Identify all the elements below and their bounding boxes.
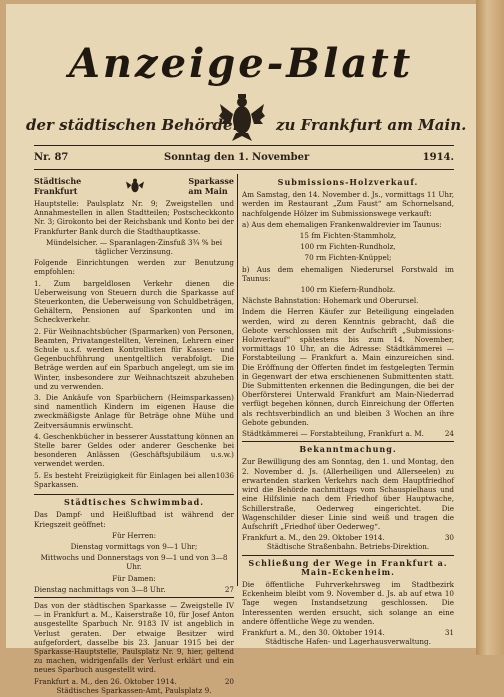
bank-paragraph: Hauptstelle: Paulsplatz Nr. 9; Zweigstellen und Annahmestellen in allen Stadtteilen; Postscheckkonto Nr. 3; Girokonto bei der Reichsbank und Konto bei der Frankfurter Bank durch die Stadthauptkasse. <box>34 199 234 236</box>
bank-paragraph: Mündelsicher. — Sparanlagen-Zinsfuß 3¾ % bei täglicher Verzinsung. <box>45 237 223 257</box>
pool-women-line: Dienstag nachmittags von 3—8 Uhr. <box>34 584 166 594</box>
issue-date: Sonntag den 1. November <box>164 152 310 163</box>
road-closure-paragraph: Die öffentliche Fuhrverkehrsweg im Stadtbezirk Eckenheim bleibt vom 9. November d. Js. ab auf etwa 10 Tage wegen Instandsetzung geschlossen. Die Interessenten werden ersucht, sich solange an eine andere öffentliche Wege zu wenden. <box>242 579 454 626</box>
issue-year: 1914. <box>422 152 454 163</box>
wood-sale-paragraph: Indem die Herren Käufer zur Beteiligung eingeladen werden, wird zu deren Kenntnis gebracht, daß die Gebote verschlossen mit der Aufschrift „Submissions-Holzverkauf“ spätestens bis zum 14. November, vormittags 10 Uhr, an die Adresse: Städtkämmerei — Forstabteilung — Frankfurt a. Main einzureichen sind. Die Eröffnung der Offerten findet im festgelegten Termin in Gegenwart der etwa erschienenen Submittenten statt. Die Submittenten erkennen die Bedingungen, die bei der Oberförsterei Unterwald Frankfurt am Main-Niederrad verfügt begehen können, durch Einreichung der Offerten als rechtsverbindlich an und bleiben 3 Wochen an ihre Gebote gebunden. <box>242 307 454 427</box>
bank-paragraph: 3. Die Ankäufe von Sparbüchern (Heimsparkassen) sind namentlich Kindern im eigenen Hause die zweckmäßigste Anlage für Beträge ohne Mühe und Zeitversäumnis erwünscht. <box>34 393 234 430</box>
tram-notice-heading: Bekanntmachung. <box>299 444 397 455</box>
pool-men-line: Mittwochs und Donnerstags von 9—1 und von 3—8 Uhr. <box>40 553 228 572</box>
left-column <box>34 176 234 697</box>
column-divider <box>237 174 238 586</box>
masthead-subtitle-right: zu Frankfurt am Main. <box>276 116 467 134</box>
separator <box>242 441 454 442</box>
separator <box>242 555 454 556</box>
pool-women-heading: Für Damen: <box>112 573 156 583</box>
notice-signature: Städtische Straßenbahn. Betriebs-Direktion. <box>266 542 430 552</box>
wood-sale-item: b) Aus dem ehemaligen Niederursel Forstwald im Taunus: <box>242 264 454 283</box>
bank-heading <box>34 176 234 196</box>
notice-date: Frankfurt a. M., den 30. Oktober 1914. <box>242 627 385 637</box>
notice-date: Frankfurt a. M., den 26. Oktober 1914. <box>34 676 177 686</box>
notice-date: Frankfurt a. M., den 29. Oktober 1914. <box>242 533 385 543</box>
right-column <box>242 176 454 648</box>
bank-name-left: Städtische Frankfurt <box>34 176 82 196</box>
tram-notice-paragraph: Zur Bewilligung des am Sonntag, den 1. und Montag, den 2. November d. Js. (Allerheiligen und Allerseelen) zu erwartenden starken Verkehrs nach dem Hauptfriedhof wird die Behörde nachmittags vom Schauspielhaus und eine Hilfslinie nach dem Friedhof über Hauptwache, Schillerstraße, Oederweg eingerichtet. Die Wagenschilder dieser Linie sind weiß und tragen die Aufschrift „Friedhof über Oederweg“. <box>242 457 454 531</box>
pool-men-line: Dienstag vormittags von 9—1 Uhr; <box>70 541 198 551</box>
bank-crest-icon <box>126 177 144 195</box>
pool-heading: Städtisches Schwimmbad. <box>63 497 205 508</box>
book-edge <box>476 0 504 655</box>
wood-sale-item: 100 rm Kiefern-Rundholz. <box>300 285 396 295</box>
wood-sale-item: 15 fm Fichten-Stammholz, <box>299 231 397 241</box>
newspaper-page <box>6 4 476 695</box>
bank-name-right: Sparkasse am Main <box>188 176 234 196</box>
issue-line <box>34 150 454 168</box>
bank-paragraph: 5. Es besteht Freizügigkeit für Einlagen bei allen Sparkassen. <box>34 470 216 489</box>
wood-sale-item: a) Aus dem ehemaligen Frankenwaldrevier im Taunus: <box>242 219 442 229</box>
masthead <box>6 4 476 144</box>
notice-number: 24 <box>444 429 454 439</box>
wood-sale-paragraph: Nächste Bahnstation: Hohemark und Oberursel. <box>242 296 419 306</box>
bank-paragraph: Folgende Einrichtungen werden zur Benutzung empfohlen: <box>34 258 234 277</box>
issue-number: Nr. 87 <box>34 152 69 163</box>
separator <box>34 597 234 598</box>
lost-book-paragraph: Das von der städtischen Sparkasse — Zweigstelle IV — in Frankfurt a. M., Kaiserstraße 10, für Josef Anton ausgestellte Sparbuch Nr. 9183 IV ist angeblich in Verlust geraten. Der etwaige Besitzer wird aufgefordert, dasselbe bis 23. Januar 1915 bei der Sparkasse-Hauptstelle, Paulsplatz Nr. 9, hier, geltend zu machen, widrigenfalls der Verlust erklärt und ein neues Sparbuch ausgestellt wird. <box>34 600 234 675</box>
bank-paragraph: 4. Geschenkbücher in besserer Ausstattung können an Stelle barer Geldes oder anderer Geschenke bei besonderen Anlässen (Geschäftsjubiläum u.s.w.) verwendet werden. <box>34 431 234 469</box>
notice-signature: Städtkämmerei — Forstabteilung, Frankfurt a. M. <box>242 429 424 439</box>
notice-number: 1036 <box>215 470 234 480</box>
notice-signature: Städtisches Sparkassen-Amt, Paulsplatz 9. <box>56 685 212 695</box>
wood-sale-item: 70 rm Fichten-Knüppel; <box>304 253 392 263</box>
masthead-title: Anzeige-Blatt <box>68 40 414 87</box>
pool-paragraph: Das Dampf- und Heißluftbad ist während der Kriegszeit geöffnet: <box>34 510 234 529</box>
masthead-subtitle-left: der städtischen Behörden <box>26 116 244 134</box>
road-closure-heading: Schließung der Wege in Frankfurt a. Main-Eckenheim. <box>248 557 448 577</box>
wood-sale-heading: Submissions-Holzverkauf. <box>277 177 419 187</box>
top-rule <box>34 145 454 146</box>
bank-paragraph: 2. Für Weihnachtsbücher (Sparmarken) von Personen, Beamten, Privatangestellten, Vereinen, Lehrern einer Schule u.s.f. werden Kontrollisten für Kassen- und Gegenbuchführung unentgeltlich verabfolgt. Die Beträge werden auf ein Sparbuch angelegt, um sie im Winter, insbesondere zur Weihnachtszeit abzuheben und zu verwenden. <box>34 326 234 391</box>
separator <box>34 494 234 495</box>
notice-number: 27 <box>224 584 234 594</box>
notice-number: 20 <box>224 676 234 686</box>
bank-paragraph: 1. Zum bargeldlosen Verkehr dienen die Ueberweisung von Steuern durch die Sparkasse auf Steuerkonten, die Ueberweisung von Schuldbeträgen, Gehältern, Pensionen auf Sparkonten und im Scheckverkehr. <box>34 278 234 325</box>
notice-signature: Städtische Hafen- und Lagerhausverwaltung. <box>265 637 431 647</box>
issue-bottom-rule <box>34 169 454 170</box>
notice-number: 30 <box>444 533 454 543</box>
pool-men-heading: Für Herren: <box>111 530 157 540</box>
wood-sale-paragraph: Am Samstag, den 14. November d. Js., vormittags 11 Uhr, werden im Restaurant „Zum Faust“ am Schornelsand, nachfolgende Hölzer im Submissionswege verkauft: <box>242 190 454 218</box>
notice-number: 31 <box>444 627 454 637</box>
wood-sale-item: 100 rm Fichten-Rundholz, <box>300 242 396 252</box>
